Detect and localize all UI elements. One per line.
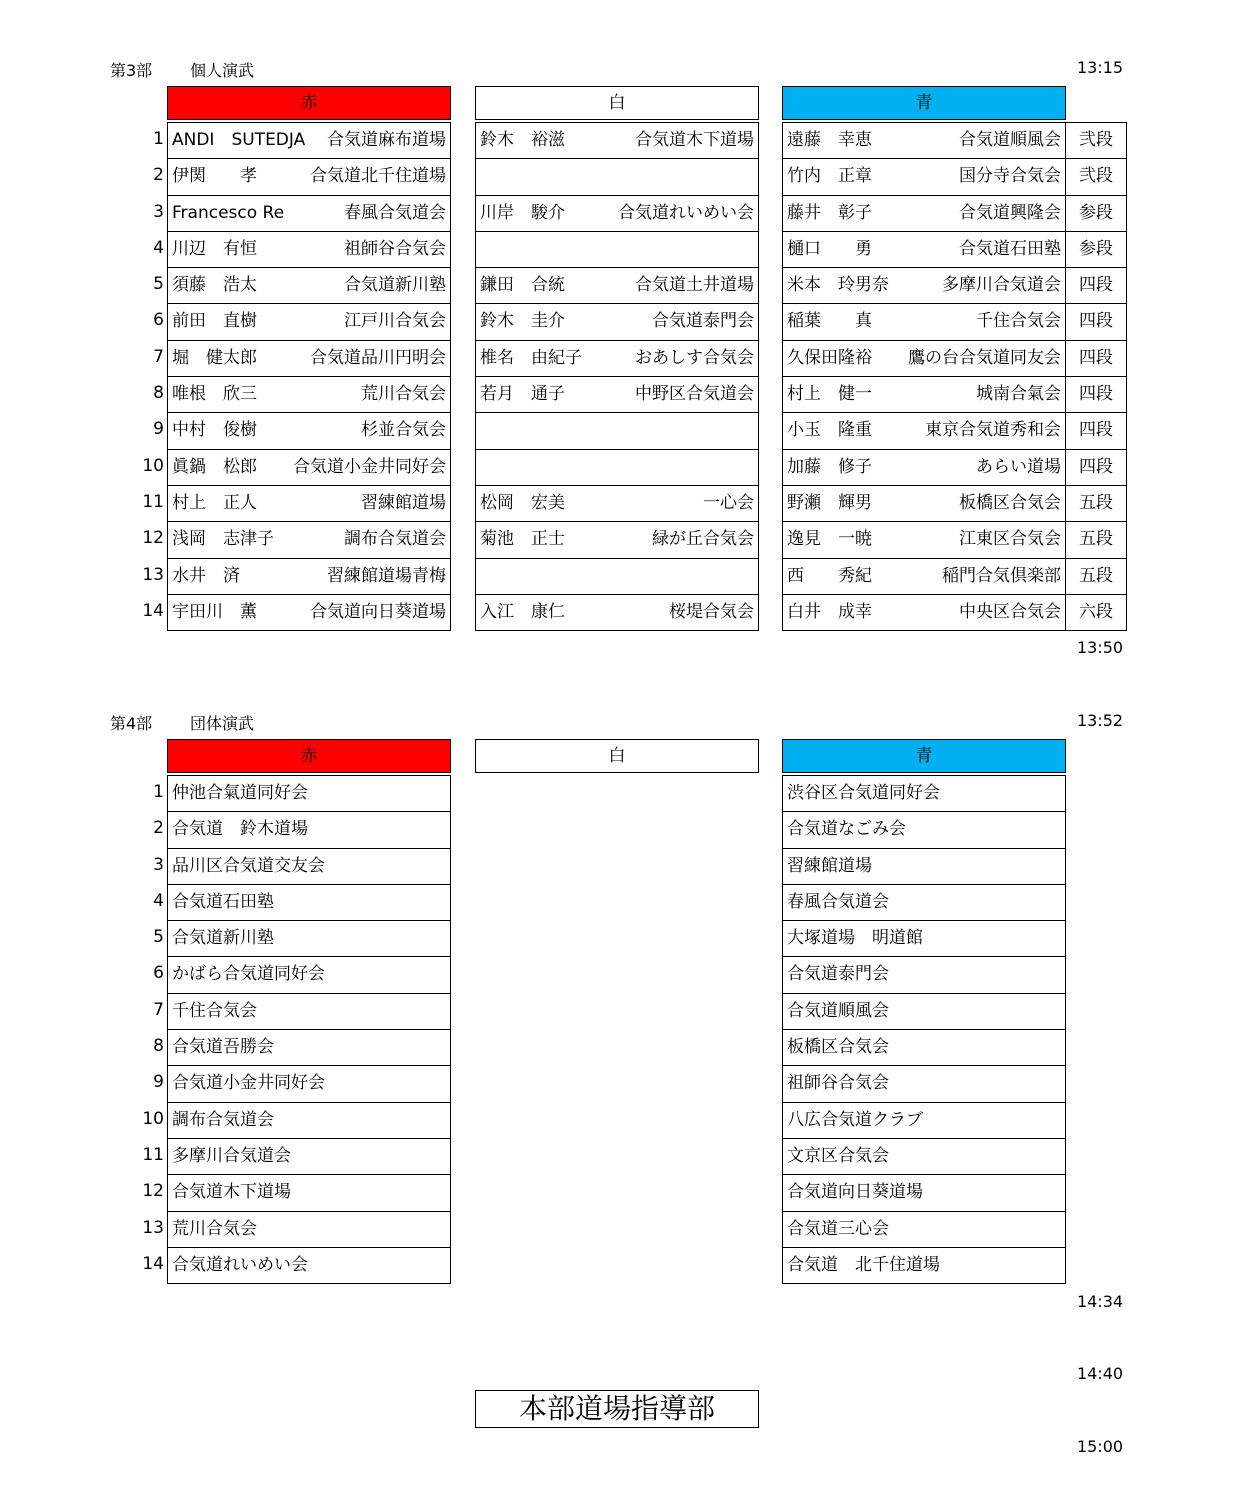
rank-cell: 四段 [1066, 377, 1126, 413]
dojo-name: 合気道れいめい会 [618, 202, 754, 223]
dojo-name: 一心会 [703, 492, 754, 513]
competitor-name: 水井 済 [172, 565, 240, 586]
row-number: 11 [142, 1144, 164, 1165]
closing-time-1: 14:40 [1076, 1364, 1124, 1383]
competitor-name: 竹内 正章 [787, 166, 872, 187]
competitor-name: 須藤 浩太 [172, 275, 257, 296]
team-name: 合気道泰門会 [787, 964, 889, 985]
team-name: 祖師谷合気会 [787, 1073, 889, 1094]
row-number: 11 [142, 491, 164, 512]
table-row [783, 268, 1065, 304]
table-row [168, 595, 450, 631]
table-row [168, 196, 450, 232]
part3-red-table [167, 122, 451, 631]
team-name: 板橋区合気会 [787, 1037, 889, 1058]
row-number: 4 [153, 890, 164, 911]
competitor-name: 中村 俊樹 [172, 420, 257, 441]
team-name: 合気道木下道場 [172, 1182, 291, 1203]
row-number: 10 [142, 455, 164, 476]
row-number: 1 [153, 782, 164, 802]
competitor-name: 若月 通子 [480, 384, 565, 405]
team-name: 合気道小金井同好会 [172, 1073, 325, 1094]
row-number: 12 [142, 1181, 164, 1202]
dojo-name: 合気道興隆会 [959, 202, 1061, 223]
row-number: 13 [142, 564, 164, 585]
dojo-name: あらい道場 [976, 456, 1061, 477]
part3-white-header: 白 [475, 86, 759, 120]
row-number: 3 [153, 201, 164, 222]
row-number: 13 [142, 1217, 164, 1238]
competitor-name: 小玉 隆重 [787, 420, 872, 441]
dojo-name: 中央区合気会 [959, 601, 1061, 622]
rank-cell: 四段 [1066, 341, 1126, 377]
dojo-name: 合気道土井道場 [635, 275, 754, 296]
competitor-name: 野瀬 輝男 [787, 492, 872, 513]
team-name: 荒川合気会 [172, 1218, 257, 1239]
team-name: 習練館道場 [787, 855, 872, 876]
table-row [783, 1030, 1065, 1066]
row-number: 9 [153, 1072, 164, 1093]
dojo-name: 合気道麻布道場 [327, 130, 446, 150]
row-number: 3 [153, 854, 164, 875]
table-row [783, 413, 1065, 449]
rank-cell: 参段 [1066, 196, 1126, 232]
rank-cell: 四段 [1066, 304, 1126, 340]
table-row [783, 1248, 1065, 1284]
table-row [783, 559, 1065, 595]
part4-number-column [138, 775, 164, 1283]
part3-blue-header: 青 [782, 86, 1066, 120]
table-row [783, 377, 1065, 413]
team-name: かばら合気道同好会 [172, 964, 325, 985]
table-row [476, 123, 758, 159]
dojo-name: 鷹の台合気道同友会 [908, 347, 1061, 368]
table-row [168, 559, 450, 595]
part3-rank-column [1065, 122, 1127, 631]
table-row [783, 1212, 1065, 1248]
table-row [168, 450, 450, 486]
competitor-name: Francesco Re [172, 202, 285, 223]
part4-label: 第4部 [110, 714, 153, 733]
table-row [168, 522, 450, 558]
row-number: 10 [142, 1108, 164, 1129]
table-row [168, 1139, 450, 1175]
part4-start-time: 13:52 [1076, 711, 1124, 730]
competitor-name: 西 秀紀 [787, 565, 872, 586]
table-row [476, 486, 758, 522]
table-row [783, 885, 1065, 921]
table-row [476, 522, 758, 558]
dojo-name: 板橋区合気会 [959, 492, 1061, 513]
table-row [168, 413, 450, 449]
rank-cell: 弐段 [1066, 123, 1126, 159]
row-number: 12 [142, 528, 164, 549]
table-row [476, 232, 758, 268]
part4-end-time: 14:34 [1076, 1292, 1124, 1311]
rank-cell: 五段 [1066, 559, 1126, 595]
table-row [168, 268, 450, 304]
table-row [783, 522, 1065, 558]
table-row [783, 486, 1065, 522]
table-row [476, 413, 758, 449]
table-row [168, 1248, 450, 1284]
table-row [476, 377, 758, 413]
dojo-name: 春風合気道会 [344, 202, 446, 223]
competitor-name: 椎名 由紀子 [480, 347, 582, 368]
dojo-name: 東京合気道秀和会 [925, 420, 1061, 441]
dojo-name: 緑が丘合気会 [652, 529, 754, 550]
table-row [168, 1030, 450, 1066]
row-number: 7 [153, 999, 164, 1020]
team-name: 八広合気道クラブ [787, 1109, 923, 1130]
table-row [783, 957, 1065, 993]
team-name: 品川区合気道交友会 [172, 855, 325, 876]
table-row [783, 1175, 1065, 1211]
dojo-name: 合気道石田塾 [959, 238, 1061, 259]
table-row [168, 232, 450, 268]
table-row [168, 849, 450, 885]
team-name: 合気道三心会 [787, 1218, 889, 1239]
table-row [476, 304, 758, 340]
team-name: 合気道新川塾 [172, 928, 274, 949]
dojo-name: 杉並合気会 [361, 420, 446, 441]
table-row [168, 812, 450, 848]
table-row [168, 957, 450, 993]
row-number: 8 [153, 383, 164, 404]
dojo-name: 江戸川合気会 [344, 311, 446, 332]
dojo-name: 合気道北千住道場 [310, 166, 446, 187]
rank-cell: 五段 [1066, 486, 1126, 522]
row-number: 2 [153, 818, 164, 839]
part4-blue-table [782, 775, 1066, 1284]
part3-start-time: 13:15 [1076, 58, 1124, 77]
table-row [783, 1139, 1065, 1175]
closing-title: 本部道場指導部 [475, 1390, 759, 1428]
part3-end-time: 13:50 [1076, 638, 1124, 657]
competitor-name: 鈴木 裕滋 [480, 130, 565, 150]
dojo-name: 千住合気会 [976, 311, 1061, 332]
table-row [168, 341, 450, 377]
part4-title: 団体演武 [190, 714, 255, 733]
table-row [168, 921, 450, 957]
table-row [476, 341, 758, 377]
team-name: 合気道 鈴木道場 [172, 819, 308, 840]
dojo-name: 合気道新川塾 [344, 275, 446, 296]
dojo-name: 荒川合気会 [361, 384, 446, 405]
row-number: 14 [142, 600, 164, 621]
dojo-name: 桜堤合気会 [669, 601, 754, 622]
team-name: 大塚道場 明道館 [787, 928, 923, 949]
team-name: 合気道れいめい会 [172, 1254, 308, 1275]
table-row [168, 1066, 450, 1102]
team-name: 文京区合気会 [787, 1145, 889, 1166]
team-name: 合気道順風会 [787, 1000, 889, 1021]
dojo-name: 調布合気道会 [344, 529, 446, 550]
table-row [168, 123, 450, 159]
row-number: 14 [142, 1253, 164, 1274]
table-row [476, 450, 758, 486]
part3-title: 個人演武 [190, 61, 255, 80]
table-row [476, 268, 758, 304]
dojo-name: 合気道順風会 [959, 130, 1061, 150]
rank-cell: 四段 [1066, 413, 1126, 449]
competitor-name: 眞鍋 松郎 [172, 456, 257, 477]
part3-red-header: 赤 [167, 86, 451, 120]
part4-red-header: 赤 [167, 739, 451, 773]
dojo-name: 習練館道場 [361, 492, 446, 513]
dojo-name: 城南合氣会 [976, 384, 1061, 405]
table-row [168, 377, 450, 413]
table-row [168, 1212, 450, 1248]
competitor-name: 村上 正人 [172, 492, 257, 513]
competitor-name: 入江 康仁 [480, 601, 565, 622]
competitor-name: 堀 健太郎 [172, 347, 257, 368]
table-row [476, 196, 758, 232]
table-row [783, 196, 1065, 232]
competitor-name: 伊関 孝 [172, 166, 257, 187]
closing-time-2: 15:00 [1076, 1437, 1124, 1456]
table-row [168, 885, 450, 921]
rank-cell: 四段 [1066, 450, 1126, 486]
table-row [168, 159, 450, 195]
competitor-name: 川岸 駿介 [480, 202, 565, 223]
competitor-name: 樋口 勇 [787, 238, 872, 259]
competitor-name: 藤井 彰子 [787, 202, 872, 223]
table-row [783, 341, 1065, 377]
row-number: 4 [153, 237, 164, 258]
table-row [783, 1066, 1065, 1102]
table-row [168, 304, 450, 340]
part4-blue-header: 青 [782, 739, 1066, 773]
competitor-name: 菊池 正士 [480, 529, 565, 550]
table-row [168, 994, 450, 1030]
rank-cell: 弐段 [1066, 159, 1126, 195]
competitor-name: 唯根 欣三 [172, 384, 257, 405]
team-name: 渋谷区合気道同好会 [787, 783, 940, 803]
table-row [168, 1175, 450, 1211]
competitor-name: 米本 玲男奈 [787, 275, 889, 296]
table-row [168, 776, 450, 812]
dojo-name: 合気道向日葵道場 [310, 601, 446, 622]
table-row [168, 1103, 450, 1139]
competitor-name: 稲葉 真 [787, 311, 872, 332]
table-row [783, 595, 1065, 631]
table-row [476, 595, 758, 631]
part4-white-header: 白 [475, 739, 759, 773]
table-row [476, 559, 758, 595]
dojo-name: 多摩川合気道会 [942, 275, 1061, 296]
table-row [783, 776, 1065, 812]
table-row [783, 812, 1065, 848]
dojo-name: 江東区合気会 [959, 529, 1061, 550]
table-row [783, 1103, 1065, 1139]
part4-red-table [167, 775, 451, 1284]
competitor-name: 久保田隆裕 [787, 347, 872, 368]
row-number: 6 [153, 963, 164, 984]
table-row [783, 450, 1065, 486]
team-name: 千住合気会 [172, 1000, 257, 1021]
competitor-name: 村上 健一 [787, 384, 872, 405]
row-number: 7 [153, 346, 164, 367]
dojo-name: 稲門合気倶楽部 [942, 565, 1061, 586]
dojo-name: 習練館道場青梅 [327, 565, 446, 586]
team-name: 仲池合氣道同好会 [172, 783, 308, 803]
row-number: 6 [153, 310, 164, 331]
part3-blue-table [782, 122, 1066, 631]
team-name: 調布合気道会 [172, 1109, 274, 1130]
competitor-name: 遠藤 幸恵 [787, 130, 872, 150]
competitor-name: 宇田川 薫 [172, 601, 257, 622]
table-row [783, 123, 1065, 159]
table-row [783, 159, 1065, 195]
table-row [168, 486, 450, 522]
table-row [476, 159, 758, 195]
table-row [783, 849, 1065, 885]
part3-number-column [138, 122, 164, 630]
row-number: 2 [153, 165, 164, 186]
dojo-name: 合気道木下道場 [635, 130, 754, 150]
competitor-name: 浅岡 志津子 [172, 529, 274, 550]
competitor-name: 逸見 一暁 [787, 529, 872, 550]
dojo-name: 祖師谷合気会 [344, 238, 446, 259]
dojo-name: 合気道品川円明会 [310, 347, 446, 368]
rank-cell: 六段 [1066, 595, 1126, 631]
competitor-name: 加藤 修子 [787, 456, 872, 477]
part3-white-table [475, 122, 759, 631]
dojo-name: 中野区合気道会 [635, 384, 754, 405]
team-name: 多摩川合気道会 [172, 1145, 291, 1166]
dojo-name: おあしす合気会 [635, 347, 754, 368]
team-name: 合気道 北千住道場 [787, 1254, 940, 1275]
team-name: 春風合気道会 [787, 891, 889, 912]
rank-cell: 四段 [1066, 268, 1126, 304]
team-name: 合気道吾勝会 [172, 1037, 274, 1058]
competitor-name: 川辺 有恒 [172, 238, 257, 259]
table-row [783, 921, 1065, 957]
team-name: 合気道石田塾 [172, 891, 274, 912]
row-number: 5 [153, 927, 164, 948]
competitor-name: 前田 直樹 [172, 311, 257, 332]
team-name: 合気道なごみ会 [787, 819, 906, 840]
team-name: 合気道向日葵道場 [787, 1182, 923, 1203]
competitor-name: ANDI SUTEDJA [172, 130, 306, 150]
competitor-name: 白井 成幸 [787, 601, 872, 622]
competitor-name: 松岡 宏美 [480, 492, 565, 513]
table-row [783, 232, 1065, 268]
dojo-name: 合気道泰門会 [652, 311, 754, 332]
competitor-name: 鎌田 合統 [480, 275, 565, 296]
dojo-name: 国分寺合気会 [959, 166, 1061, 187]
row-number: 1 [153, 129, 164, 149]
competitor-name: 鈴木 圭介 [480, 311, 565, 332]
row-number: 8 [153, 1036, 164, 1057]
table-row [783, 304, 1065, 340]
rank-cell: 五段 [1066, 522, 1126, 558]
row-number: 5 [153, 274, 164, 295]
table-row [783, 994, 1065, 1030]
row-number: 9 [153, 419, 164, 440]
dojo-name: 合気道小金井同好会 [293, 456, 446, 477]
rank-cell: 参段 [1066, 232, 1126, 268]
part3-label: 第3部 [110, 61, 153, 80]
